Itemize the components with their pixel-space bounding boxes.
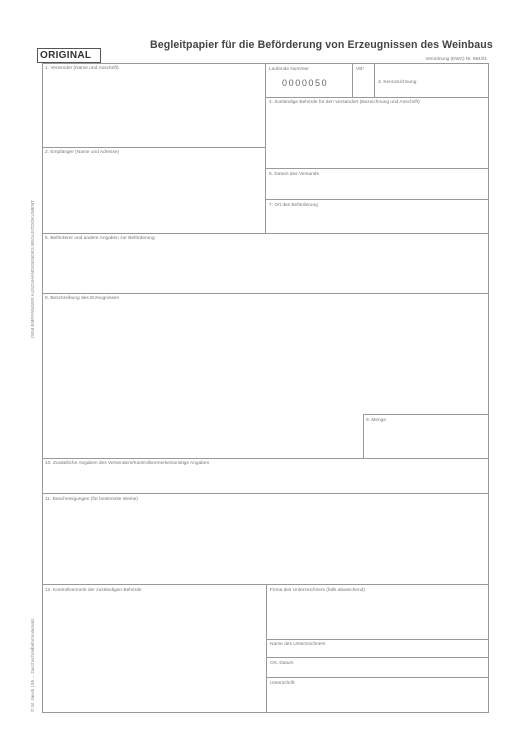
quantity-label: 9. Menge — [366, 418, 387, 423]
signatory-name-label: Name des Unterzeichners — [270, 642, 326, 647]
line-below-ref — [265, 97, 488, 98]
side-note-recipient: DEM EMPFÄNGER AUSZUHÄNDIGENDES BEGLEITDOKUMENT — [30, 200, 35, 338]
form-border-bottom — [42, 712, 489, 713]
additional-info-label: 10. Zusätzliche Angaben des Versenders/Kontrollvermerke/sonstige Angaben — [45, 461, 210, 466]
form-border-left — [42, 63, 43, 712]
divider-ref-box — [352, 63, 353, 97]
line-above-signatory-name — [266, 639, 488, 640]
reference-suffix: VB* — [356, 67, 365, 72]
product-description-label: 8. Beschreibung des Erzeugnisses — [45, 296, 119, 301]
carrier-label: 5. Beförderer und andere Angaben zur Beförderung — [45, 236, 155, 241]
line-above-dispatch-date — [265, 168, 488, 169]
line-above-carrier — [42, 233, 489, 234]
divider-header-middle — [265, 63, 266, 233]
transport-place-label: 7. Ort des Beförderung — [269, 203, 318, 208]
original-badge: ORIGINAL — [37, 48, 101, 63]
designation-label: 3. Kennzeichnung — [378, 80, 417, 85]
reference-number: 0000050 — [282, 78, 329, 88]
signature-label: Unterschrift — [270, 681, 295, 686]
reference-number-label: Laufende Nummer — [269, 67, 309, 72]
divider-signatures — [266, 584, 267, 712]
control-note-label: 12. Kontrollvermerk der zuständigen Behörde — [45, 588, 142, 593]
competent-authority-label: 4. Zuständige Behörde für den Versandort (Bezeichnung und Anschrift) — [269, 100, 420, 105]
divider-quantity — [363, 414, 364, 458]
line-above-product — [42, 293, 489, 294]
signatory-company-label: Firma des Unterzeichners (falls abweichend) — [270, 588, 365, 593]
side-note-print: © W. Jaeck | 85 ... Durchschreibeformularsatz — [30, 618, 35, 712]
regulation-reference: Verordnung (EWG) Nr. 884/01 — [425, 56, 487, 61]
line-above-additional — [42, 458, 489, 459]
dispatch-date-label: 6. Datum des Versands — [269, 172, 319, 177]
line-above-quantity — [363, 414, 488, 415]
line-above-place-date — [266, 657, 488, 658]
certificates-label: 11. Bescheinigungen (für bestimmte Weine) — [45, 497, 138, 502]
line-above-transport — [265, 199, 488, 200]
place-date-label: Ort, Datum — [270, 661, 294, 666]
line-above-consignee — [42, 147, 265, 148]
divider-ref-suffix — [374, 63, 375, 97]
consignor-label: 1. Versender (Name und Anschrift) — [45, 66, 119, 71]
document-title: Begleitpapier für die Beförderung von Erzeugnissen des Weinbaus — [150, 39, 493, 51]
line-above-signature — [266, 677, 488, 678]
consignee-label: 2. Empfänger (Name und Adresse) — [45, 150, 120, 155]
form-border-right — [488, 63, 489, 712]
line-above-certificates — [42, 493, 489, 494]
